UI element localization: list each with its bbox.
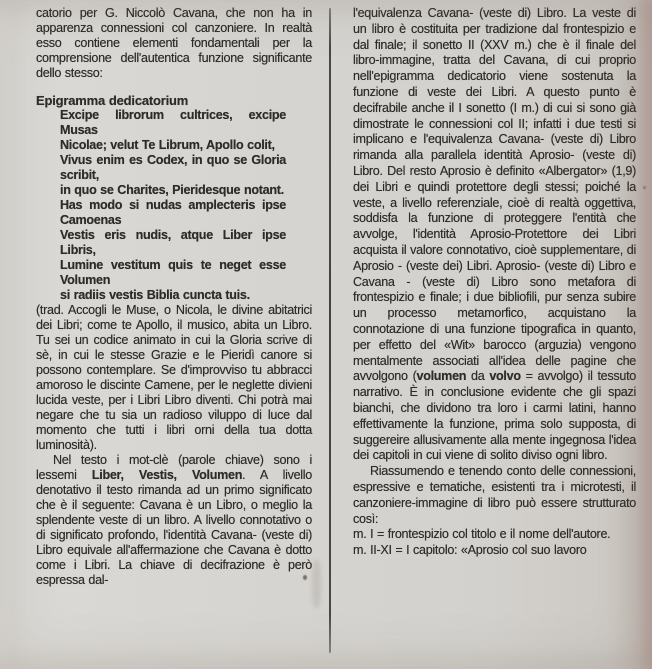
column-divider-line [329, 8, 331, 653]
paragraph-keywords [36, 453, 312, 588]
verse-line-8: si radiis vestis Biblia cuncta tuis. [60, 288, 250, 302]
paragraph-continuation: catorio per G. Niccolò Cavana, che non ha in apparenza connessioni col canzoniere. In realtà esso contiene elementi fondamentali per la comprensione dell'autentica funzione significante dello stesso: [36, 6, 312, 80]
text-segment: da [466, 369, 490, 384]
verse-line-7: Lumine vestitum quis te neget esse Volumen [60, 258, 286, 287]
verse-line-6: Vestis eris nudis, atque Liber ipse Libris, [60, 228, 286, 257]
verse-line-5: Has modo si nudas amplecteris ipse Camoenas [60, 198, 286, 227]
text-segment: Nel testo i mot-clè (parole chiave) sono i lessemi [36, 453, 312, 482]
structure-item-1: m. I = frontespizio col titolo e il nome dell'autore. [353, 527, 611, 542]
bold-keywords: Liber, Vestis, Volumen [91, 468, 243, 482]
text-segment: . A livello denotativo il testo rimanda ad un primo significato che è il seguente: Cavana è un Libro, o meglio la splendente veste di un libro. A livello connotativo o di significato profondo, l'identità Cavana- (veste di) Libro equivale all'affermazione che Cavana è dotto come i Libri. La chiave di decifrazione è però espressa dal- [36, 468, 312, 587]
epigram-verse [60, 108, 286, 303]
verse-line-1: Excipe librorum cultrices, excipe Musas [60, 108, 286, 137]
scan-smudge [312, 560, 321, 608]
paragraph-summary: Riassumendo e tenendo conto delle connessioni, espressive e tematiche, esistenti tra i microtesti, il canzoniere-immagine di libro può essere strutturato così: [353, 464, 636, 526]
paragraph-main [353, 6, 636, 464]
epigram-heading: Epigramma dedicatorium [36, 93, 189, 108]
text-segment: = avvolgo) il tessuto narrativo. È in conclusione evidente che gli spazi bianchi, che dividono tra loro i carmi latini, hanno effettivamente la funzione, prima solo supposta, di suggereire allusivamente alla mente ingegnosa l'idea dei capitoli in cui viene di solito diviso ogni libro. [353, 369, 636, 463]
left-column [36, 6, 312, 588]
bold-volvo: volvo [489, 369, 521, 384]
scan-edge-shadow [638, 0, 652, 669]
paragraph-translation: (trad. Accogli le Muse, o Nicola, le divine abitatrici dei Libri; come te Apollo, il musico, abita un Libro. Tu sei un codice animato in cui la Gloria scrive di sè, in cui le stesse Grazie e le Pieridì canore si possono contemplare. Se d'improvviso tu abbracci amoroso le discinte Camene, per le neglette divieni lucida veste, per i Libri Libro diventi. Chi potrà mai negare che tu sia un radioso viluppo di luce dal momento che tutti i libri orni della tua dotta luminosità). [36, 303, 312, 452]
text-segment: l'equivalenza Cavana- (veste di) Libro. La veste di un libro è costituita per tradizione dal frontespizio e dal finale; il sonetto II (XXV m.) che è il finale del libro-immagine, tratta del Cavana, di cui proprio nell'epigramma dedicatorio viene sostenuta la funzione di veste dei Libri. A questo punto è decifrabile anche il I sonetto (I m.) di cui si sono già dimostrate le connessioni col II; infatti i due testi si implicano e l'equivalenza Cavana- (veste di) Libro rimanda alla parallela identità Aprosio- (veste di) Libro. Del resto Aprosio è definito «Albergator» (1,9) dei Libri e quindi protettore degli stessi; poiché la veste, a livello referenziale, cioè di realtà oggettiva, soddisfa la funzione di proteggere l'entità che avvolge, l'identità Aprosio-Protettore dei Libri acquista il valore connotativo, cioè supplementare, di Aprosio - (veste dei) Libri. Aprosio- (veste di) Libro e Cavana - (veste di) Libro sono metafora di frontespizio e finale; i due bibliofili, pur senza subire un processo metamorfico, acquistano la connotazione di una funzione tipografica in quanto, per effetto del «Wit» barocco (arguzia) vengono mentalmente associati all'idea delle pagine che avvolgono ( [353, 6, 636, 384]
structure-item-2: m. II-XI = I capitolo: «Aprosio col suo lavoro [353, 543, 587, 558]
verse-line-4: in quo se Charites, Pieridesque notant. [60, 183, 284, 197]
verse-line-3: Vivus enim es Codex, in quo se Gloria scribit, [60, 153, 286, 182]
verse-line-2: Nicolae; velut Te Librum, Apollo colit, [60, 138, 275, 152]
bold-volumen: volumen [416, 369, 467, 384]
right-column [353, 6, 636, 559]
scan-speck [643, 186, 646, 189]
